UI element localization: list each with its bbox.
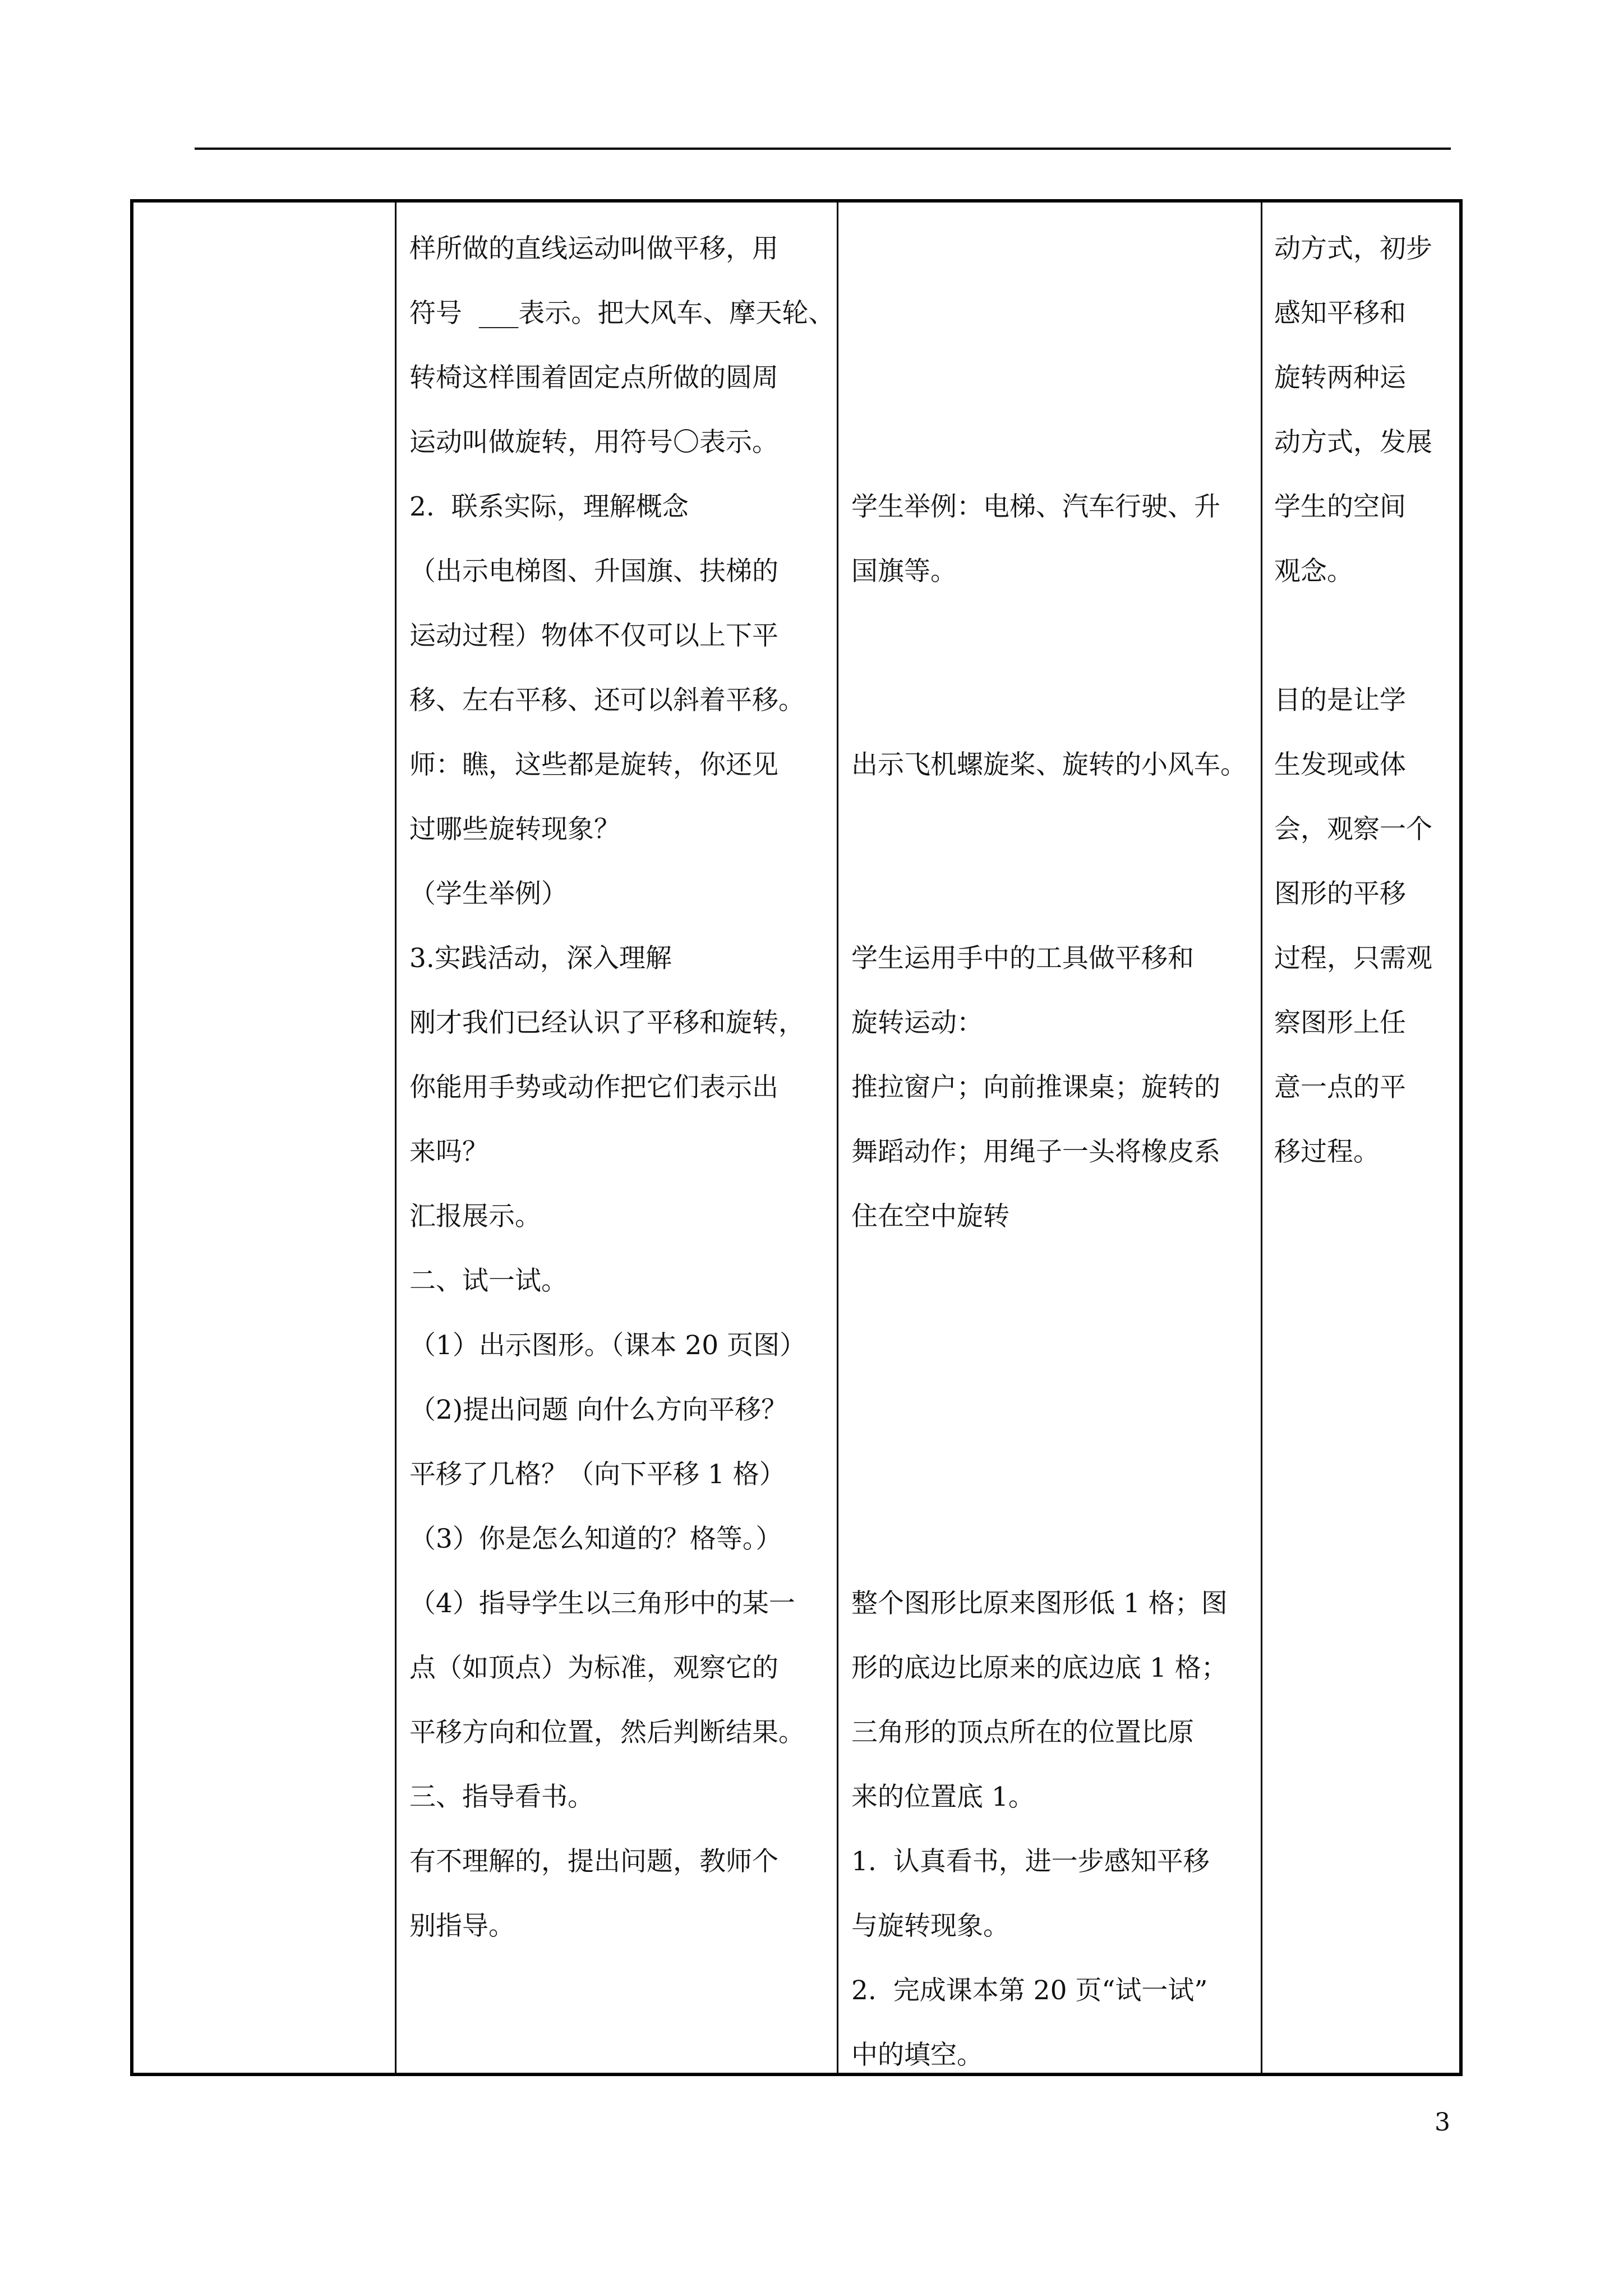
text-line: 汇报展示。 bbox=[409, 1201, 541, 1232]
table-cell-blank bbox=[133, 203, 395, 2073]
text-line bbox=[851, 346, 1255, 410]
text-line: 刚才我们已经认识了平移和旋转， bbox=[409, 1007, 805, 1038]
column-divider bbox=[837, 203, 838, 2073]
column-divider bbox=[1261, 203, 1262, 2073]
text-line: 察图形上任 bbox=[1274, 1007, 1406, 1038]
text-line bbox=[851, 1378, 1255, 1442]
column-divider bbox=[395, 203, 396, 2073]
text-line bbox=[851, 862, 1255, 926]
text-line: 会，观察一个 bbox=[1274, 814, 1432, 845]
text-line: 感知平移和 bbox=[1274, 298, 1406, 329]
text-line: 师：瞧，这些都是旋转，你还见 bbox=[409, 749, 778, 780]
text-line: 旋转运动： bbox=[851, 1007, 983, 1038]
text-line: 1. 认真看书，进一步感知平移 bbox=[851, 1846, 1210, 1877]
text-line: 旋转两种运 bbox=[1274, 362, 1406, 393]
text-line bbox=[851, 1442, 1255, 1507]
text-line: 观念。 bbox=[1274, 556, 1353, 587]
text-line: 三、指导看书。 bbox=[409, 1782, 594, 1812]
table-cell-design-intent bbox=[1274, 203, 1459, 2073]
text-line: 样所做的直线运动叫做平移，用 bbox=[409, 233, 778, 264]
text-line bbox=[851, 668, 1255, 733]
text-line bbox=[851, 604, 1255, 668]
text-line: （2)提出问题 向什么方向平移？ bbox=[409, 1395, 788, 1425]
text-line: 来的位置底 1。 bbox=[851, 1782, 1035, 1812]
text-line: 学生的空间 bbox=[1274, 491, 1406, 522]
text-line: 符号 ___表示。把大风车、摩天轮、 bbox=[409, 298, 835, 329]
text-line: 平移方向和位置，然后判断结果。 bbox=[409, 1717, 805, 1748]
text-line: （学生举例） bbox=[409, 878, 568, 909]
text-line: 3.实践活动，深入理解 bbox=[409, 943, 672, 974]
text-line bbox=[851, 281, 1255, 346]
text-line: （3）你是怎么知道的？格等。） bbox=[409, 1524, 782, 1554]
text-line: 转椅这样围着固定点所做的圆周 bbox=[409, 362, 778, 393]
text-line: （1）出示图形。（课本 20 页图） bbox=[409, 1330, 806, 1361]
text-line: 你能用手势或动作把它们表示出 bbox=[409, 1072, 778, 1103]
text-line: 动方式，发展 bbox=[1274, 427, 1432, 458]
text-line: 2. 完成课本第 20 页“试一试” bbox=[851, 1975, 1208, 2006]
text-line: （4）指导学生以三角形中的某一 bbox=[409, 1588, 795, 1619]
text-line: 移过程。 bbox=[1274, 1137, 1380, 1167]
text-line: 二、试一试。 bbox=[409, 1266, 568, 1296]
column-text bbox=[133, 203, 395, 217]
text-line: 过程，只需观 bbox=[1274, 943, 1432, 974]
text-line: 学生运用手中的工具做平移和 bbox=[851, 943, 1194, 974]
text-line: 平移了几格？（向下平移 1 格） bbox=[409, 1459, 786, 1490]
text-line: 与旋转现象。 bbox=[851, 1911, 1009, 1941]
text-line: 目的是让学 bbox=[1274, 685, 1406, 716]
text-line: 舞蹈动作；用绳子一头将橡皮系 bbox=[851, 1137, 1220, 1167]
text-line: 动方式，初步 bbox=[1274, 233, 1432, 264]
text-line: 推拉窗户；向前推课桌；旋转的 bbox=[851, 1072, 1220, 1103]
text-line: 运动过程）物体不仅可以上下平 bbox=[409, 620, 778, 651]
text-line bbox=[851, 410, 1255, 475]
page-number: 3 bbox=[1435, 2108, 1450, 2137]
text-line: 形的底边比原来的底边底 1 格； bbox=[851, 1653, 1228, 1683]
text-line bbox=[851, 797, 1255, 862]
text-line: 来吗？ bbox=[409, 1137, 488, 1167]
text-line: 意一点的平 bbox=[1274, 1072, 1406, 1103]
table-cell-teacher-activity bbox=[409, 203, 835, 2073]
text-line bbox=[851, 1507, 1255, 1571]
text-line: 过哪些旋转现象？ bbox=[409, 814, 620, 845]
text-line: 中的填空。 bbox=[851, 2040, 983, 2070]
header-rule bbox=[195, 148, 1451, 150]
text-line bbox=[851, 217, 1255, 281]
text-line: 出示飞机螺旋桨、旋转的小风车。 bbox=[851, 749, 1247, 780]
text-line: 国旗等。 bbox=[851, 556, 957, 587]
text-line: 生发现或体 bbox=[1274, 749, 1406, 780]
text-line: 移、左右平移、还可以斜着平移。 bbox=[409, 685, 805, 716]
text-line: （出示电梯图、升国旗、扶梯的 bbox=[409, 556, 778, 587]
column-text bbox=[851, 203, 1255, 2087]
text-line bbox=[1274, 604, 1459, 668]
lesson-table bbox=[130, 199, 1463, 2076]
table-cell-student-activity bbox=[851, 203, 1255, 2073]
text-line: 运动叫做旋转，用符号〇表示。 bbox=[409, 427, 778, 458]
text-line bbox=[851, 1249, 1255, 1313]
text-line: 点（如顶点）为标准，观察它的 bbox=[409, 1653, 778, 1683]
text-line: 有不理解的，提出问题，教师个 bbox=[409, 1846, 778, 1877]
text-line: 别指导。 bbox=[409, 1911, 515, 1941]
text-line bbox=[851, 1313, 1255, 1378]
text-line: 图形的平移 bbox=[1274, 878, 1406, 909]
column-text bbox=[409, 203, 835, 1958]
text-line: 整个图形比原来图形低 1 格；图 bbox=[851, 1588, 1228, 1619]
text-line: 住在空中旋转 bbox=[851, 1201, 1009, 1232]
text-line: 三角形的顶点所在的位置比原 bbox=[851, 1717, 1194, 1748]
text-line: 2. 联系实际，理解概念 bbox=[409, 491, 689, 522]
text-line: 学生举例：电梯、汽车行驶、升 bbox=[851, 491, 1220, 522]
column-text bbox=[1274, 203, 1459, 1184]
